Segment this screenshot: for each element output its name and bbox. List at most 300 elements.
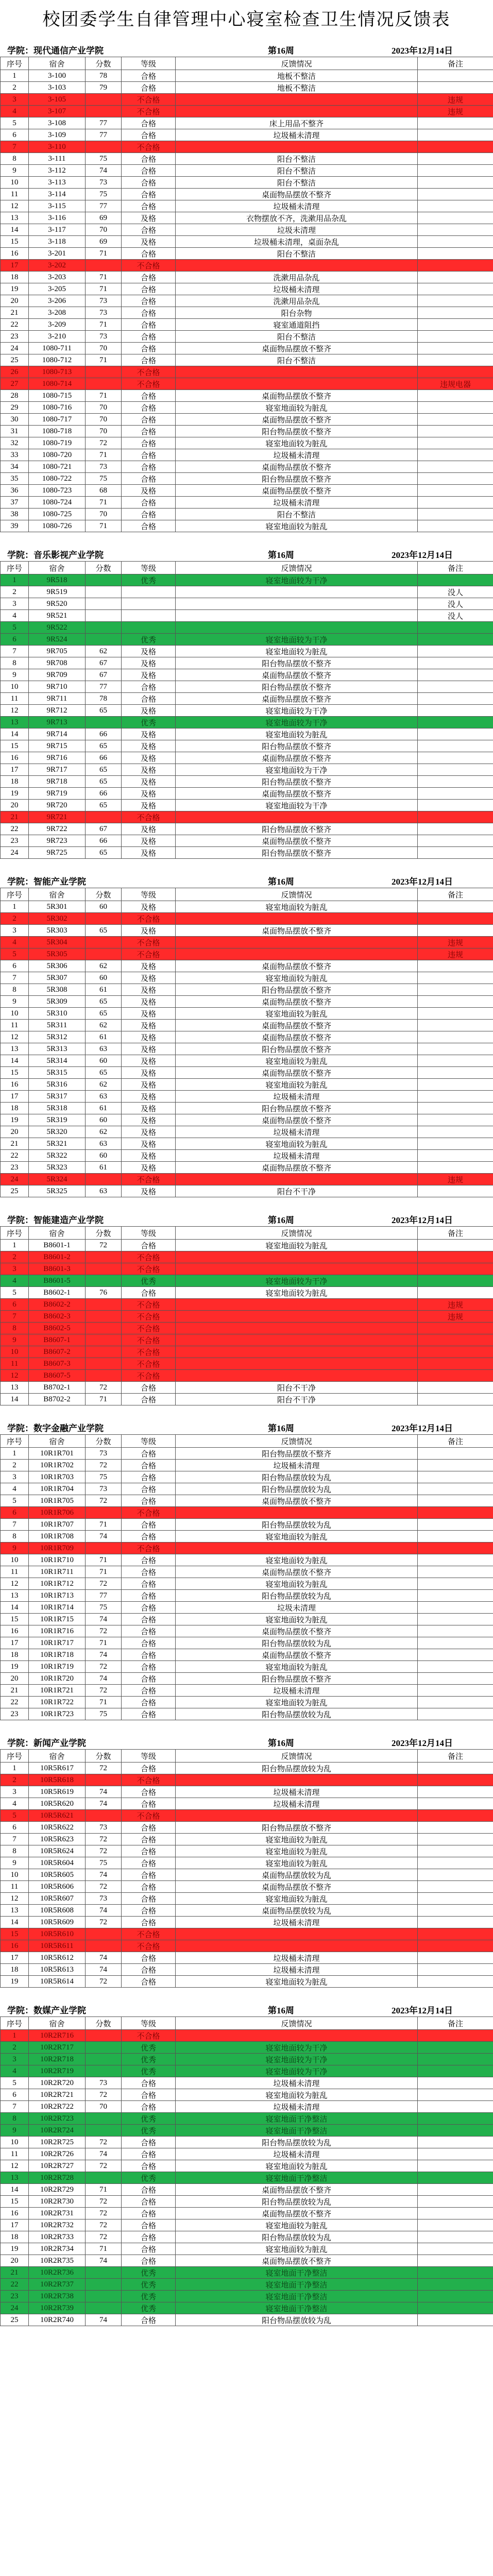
score: 72 [86, 437, 122, 449]
inspection-table [0, 1434, 493, 1720]
column-header: 分数 [86, 57, 122, 70]
remark [418, 1614, 493, 1625]
row-number: 8 [1, 1323, 29, 1334]
table-row [1, 1287, 493, 1299]
row-number: 13 [1, 1590, 29, 1602]
row-number: 25 [1, 1185, 29, 1197]
row-number: 36 [1, 485, 29, 497]
row-number: 12 [1, 1370, 29, 1382]
score: 71 [86, 1697, 122, 1708]
row-number: 23 [1, 835, 29, 847]
grade: 合格 [122, 1673, 176, 1685]
feedback: 寝室地面较为干净 [176, 717, 418, 728]
grade: 不合格 [122, 1174, 176, 1185]
grade: 合格 [122, 1614, 176, 1625]
dorm-number: 1080-716 [29, 402, 86, 414]
table-row [1, 473, 493, 485]
grade: 合格 [122, 2208, 176, 2219]
table-row [1, 1834, 493, 1845]
row-number: 14 [1, 728, 29, 740]
dorm-number: 10R2R723 [29, 2113, 86, 2125]
row-number: 21 [1, 2267, 29, 2279]
score: 70 [86, 426, 122, 437]
feedback: 阳台物品摆放不整齐 [176, 657, 418, 669]
section-spacer [0, 532, 493, 544]
score: 69 [86, 212, 122, 224]
table-row [1, 1323, 493, 1334]
row-number: 9 [1, 2125, 29, 2137]
college-section [0, 39, 493, 544]
dorm-number: 10R1R710 [29, 1554, 86, 1566]
table-row [1, 449, 493, 461]
grade: 合格 [122, 1625, 176, 1637]
table-row [1, 1566, 493, 1578]
grade: 不合格 [122, 2030, 176, 2042]
row-number: 5 [1, 1495, 29, 1507]
grade: 优秀 [122, 2291, 176, 2302]
grade: 合格 [122, 200, 176, 212]
score: 70 [86, 2101, 122, 2113]
grade: 不合格 [122, 1940, 176, 1952]
row-number: 4 [1, 1483, 29, 1495]
table-row [1, 106, 493, 117]
table-row [1, 728, 493, 740]
table-row [1, 1394, 493, 1405]
row-number: 19 [1, 283, 29, 295]
row-number: 10 [1, 681, 29, 693]
feedback: 阳台不整洁 [176, 153, 418, 165]
feedback: 桌面物品摆放不整齐 [176, 996, 418, 1008]
row-number: 6 [1, 1822, 29, 1834]
table-row [1, 129, 493, 141]
grade: 合格 [122, 1471, 176, 1483]
remark [418, 461, 493, 473]
row-number: 26 [1, 366, 29, 378]
table-row [1, 1471, 493, 1483]
score: 72 [86, 2219, 122, 2231]
row-number: 8 [1, 2113, 29, 2125]
table-row [1, 2243, 493, 2255]
remark [418, 1370, 493, 1382]
score [86, 1299, 122, 1311]
remark [418, 1020, 493, 1031]
feedback: 阳台不整洁 [176, 331, 418, 343]
column-header: 宿舍 [29, 1750, 86, 1762]
dorm-number: 10R2R740 [29, 2314, 86, 2326]
feedback: 桌面物品摆放不整齐 [176, 1114, 418, 1126]
row-number: 5 [1, 1810, 29, 1822]
dorm-number: 10R5R611 [29, 1940, 86, 1952]
score [86, 1174, 122, 1185]
table-row [1, 141, 493, 153]
dorm-number: 10R1R705 [29, 1495, 86, 1507]
row-number: 2 [1, 913, 29, 925]
remark [418, 1708, 493, 1720]
table-row [1, 2231, 493, 2243]
grade: 合格 [122, 449, 176, 461]
row-number: 14 [1, 1394, 29, 1405]
row-number: 11 [1, 1358, 29, 1370]
row-number: 31 [1, 426, 29, 437]
remark [418, 2255, 493, 2267]
grade: 合格 [122, 1964, 176, 1976]
grade: 合格 [122, 2089, 176, 2101]
score: 61 [86, 984, 122, 996]
grade: 合格 [122, 2077, 176, 2089]
dorm-number: 3-107 [29, 106, 86, 117]
score [86, 811, 122, 823]
feedback: 阳台物品摆放不整齐 [176, 740, 418, 752]
grade: 合格 [122, 1869, 176, 1881]
dorm-number: 9R705 [29, 646, 86, 657]
score: 70 [86, 343, 122, 354]
table-header-row [1, 2017, 493, 2030]
remark [418, 1649, 493, 1661]
score: 72 [86, 2231, 122, 2243]
column-header: 分数 [86, 562, 122, 574]
dorm-number: 3-117 [29, 224, 86, 236]
table-row [1, 1952, 493, 1964]
college-name: 学院：数媒产业学院 [7, 2006, 86, 2015]
feedback: 寝室地面较为干净 [176, 634, 418, 646]
remark: 违规 [418, 1311, 493, 1323]
remark [418, 331, 493, 343]
row-number: 1 [1, 70, 29, 82]
score: 71 [86, 1519, 122, 1531]
score: 73 [86, 331, 122, 343]
remark [418, 2101, 493, 2113]
grade: 合格 [122, 2148, 176, 2160]
feedback [176, 1299, 418, 1311]
dorm-number: 9R712 [29, 705, 86, 717]
dorm-number: 5R303 [29, 925, 86, 937]
dorm-number: 3-201 [29, 248, 86, 260]
dorm-number: 10R2R720 [29, 2077, 86, 2089]
table-row [1, 200, 493, 212]
score: 62 [86, 1126, 122, 1138]
grade: 合格 [122, 1519, 176, 1531]
grade: 合格 [122, 473, 176, 485]
remark [418, 390, 493, 402]
table-row [1, 2089, 493, 2101]
table-row [1, 1008, 493, 1020]
remark [418, 1358, 493, 1370]
remark [418, 1334, 493, 1346]
remark [418, 2077, 493, 2089]
feedback: 寝室地面较为干净 [176, 1275, 418, 1287]
score: 74 [86, 1673, 122, 1685]
dorm-number: 10R5R609 [29, 1917, 86, 1928]
remark [418, 1448, 493, 1460]
inspection-table [0, 561, 493, 859]
score: 61 [86, 1103, 122, 1114]
row-number: 38 [1, 509, 29, 520]
feedback [176, 1174, 418, 1185]
grade: 合格 [122, 189, 176, 200]
dorm-number: 5R310 [29, 1008, 86, 1020]
remark [418, 2160, 493, 2172]
score [86, 1507, 122, 1519]
remark [418, 1543, 493, 1554]
feedback: 垃圾桶未清理 [176, 449, 418, 461]
score: 66 [86, 728, 122, 740]
row-number: 35 [1, 473, 29, 485]
feedback: 寝室地面较为脏乱 [176, 1008, 418, 1020]
row-number: 17 [1, 260, 29, 272]
score [86, 94, 122, 106]
score: 72 [86, 1240, 122, 1251]
feedback: 桌面物品摆放不整齐 [176, 189, 418, 200]
feedback: 阳台物品摆放较为乱 [176, 1708, 418, 1720]
score [86, 1358, 122, 1370]
feedback: 阳台物品摆放不整齐 [176, 1103, 418, 1114]
table-row [1, 2267, 493, 2279]
dorm-number: 10R2R729 [29, 2184, 86, 2196]
table-row [1, 693, 493, 705]
grade: 合格 [122, 1531, 176, 1543]
remark [418, 1952, 493, 1964]
feedback: 阳台物品摆放较为乱 [176, 1637, 418, 1649]
column-header: 分数 [86, 1435, 122, 1448]
remark [418, 307, 493, 319]
remark [418, 1138, 493, 1150]
score: 71 [86, 354, 122, 366]
grade: 及格 [122, 236, 176, 248]
score: 65 [86, 847, 122, 859]
remark [418, 728, 493, 740]
grade: 合格 [122, 117, 176, 129]
feedback: 寝室地面较为脏乱 [176, 402, 418, 414]
grade: 合格 [122, 1822, 176, 1834]
score: 71 [86, 1566, 122, 1578]
college-section [0, 1999, 493, 2337]
remark [418, 354, 493, 366]
score: 67 [86, 823, 122, 835]
score: 71 [86, 520, 122, 532]
table-row [1, 2054, 493, 2065]
grade: 合格 [122, 1637, 176, 1649]
remark [418, 1661, 493, 1673]
table-row [1, 2042, 493, 2054]
score [86, 106, 122, 117]
grade: 及格 [122, 764, 176, 776]
dorm-number: 10R5R606 [29, 1881, 86, 1893]
grade: 合格 [122, 224, 176, 236]
dorm-number: 10R2R728 [29, 2172, 86, 2184]
score [86, 2030, 122, 2042]
remark [418, 2172, 493, 2184]
row-number: 20 [1, 295, 29, 307]
column-header: 等级 [122, 2017, 176, 2030]
dorm-number: 3-209 [29, 319, 86, 331]
feedback: 阳台物品摆放较为乱 [176, 1590, 418, 1602]
feedback: 寝室地面干净整洁 [176, 2279, 418, 2291]
row-number: 6 [1, 1507, 29, 1519]
remark [418, 2291, 493, 2302]
grade: 合格 [122, 272, 176, 283]
row-number: 4 [1, 937, 29, 948]
table-row [1, 2125, 493, 2137]
score: 63 [86, 1091, 122, 1103]
grade: 合格 [122, 1881, 176, 1893]
row-number: 17 [1, 1637, 29, 1649]
grade: 合格 [122, 1460, 176, 1471]
feedback [176, 913, 418, 925]
score: 66 [86, 835, 122, 847]
remark [418, 1251, 493, 1263]
dorm-number: 10R1R708 [29, 1531, 86, 1543]
remark [418, 1810, 493, 1822]
grade: 及格 [122, 1162, 176, 1174]
dorm-number: 3-203 [29, 272, 86, 283]
row-number: 9 [1, 1543, 29, 1554]
feedback: 桌面物品摆放不整齐 [176, 2208, 418, 2219]
feedback: 桌面物品摆放不整齐 [176, 485, 418, 497]
table-row [1, 461, 493, 473]
feedback: 桌面物品摆放不整齐 [176, 1649, 418, 1661]
row-number: 6 [1, 1299, 29, 1311]
remark [418, 788, 493, 800]
table-row [1, 485, 493, 497]
grade: 合格 [122, 1845, 176, 1857]
row-number: 20 [1, 1673, 29, 1685]
score: 72 [86, 2089, 122, 2101]
grade: 合格 [122, 1952, 176, 1964]
dorm-number: 9R518 [29, 574, 86, 586]
remark [418, 2219, 493, 2231]
row-number: 7 [1, 646, 29, 657]
grade: 合格 [122, 1798, 176, 1810]
table-row [1, 1150, 493, 1162]
table-row [1, 2196, 493, 2208]
column-header: 分数 [86, 2017, 122, 2030]
grade: 不合格 [122, 1323, 176, 1334]
table-row [1, 1928, 493, 1940]
remark: 违规 [418, 1299, 493, 1311]
feedback: 阳台不整洁 [176, 354, 418, 366]
score: 70 [86, 509, 122, 520]
score: 78 [86, 70, 122, 82]
grade: 合格 [122, 520, 176, 532]
feedback: 寝室地面较为脏乱 [176, 2089, 418, 2101]
remark [418, 236, 493, 248]
score [86, 2054, 122, 2065]
grade: 及格 [122, 847, 176, 859]
score [86, 378, 122, 390]
table-row [1, 1055, 493, 1067]
dorm-number: 10R1R714 [29, 1602, 86, 1614]
dorm-number: 9R710 [29, 681, 86, 693]
grade: 及格 [122, 1185, 176, 1197]
grade: 合格 [122, 2184, 176, 2196]
score: 73 [86, 1822, 122, 1834]
dorm-number: 5R312 [29, 1031, 86, 1043]
feedback: 寝室地面较为干净 [176, 800, 418, 811]
dorm-number: B8602-5 [29, 1323, 86, 1334]
column-header: 备注 [418, 1750, 493, 1762]
score: 73 [86, 307, 122, 319]
grade: 合格 [122, 319, 176, 331]
score: 65 [86, 764, 122, 776]
feedback [176, 1334, 418, 1346]
feedback: 垃圾桶未清理 [176, 2077, 418, 2089]
feedback: 寝室地面较为脏乱 [176, 2160, 418, 2172]
dorm-number: 3-114 [29, 189, 86, 200]
table-row [1, 390, 493, 402]
table-header-row [1, 1435, 493, 1448]
remark [418, 1471, 493, 1483]
grade: 合格 [122, 2137, 176, 2148]
row-number: 3 [1, 925, 29, 937]
grade: 及格 [122, 776, 176, 788]
feedback: 桌面物品摆放不整齐 [176, 343, 418, 354]
feedback: 桌面物品摆放较为乱 [176, 1905, 418, 1917]
remark [418, 70, 493, 82]
dorm-number: 10R2R737 [29, 2279, 86, 2291]
row-number: 11 [1, 189, 29, 200]
row-number: 13 [1, 1382, 29, 1394]
table-row [1, 1625, 493, 1637]
table-row [1, 2113, 493, 2125]
dorm-number: 10R2R735 [29, 2255, 86, 2267]
remark [418, 1240, 493, 1251]
score: 71 [86, 1554, 122, 1566]
section-header [0, 1209, 493, 1226]
feedback: 阳台杂物 [176, 307, 418, 319]
remark [418, 1976, 493, 1988]
row-number: 1 [1, 901, 29, 913]
dorm-number: 5R321 [29, 1138, 86, 1150]
row-number: 13 [1, 212, 29, 224]
remark [418, 1940, 493, 1952]
feedback: 阳台物品摆放不整齐 [176, 1448, 418, 1460]
remark [418, 212, 493, 224]
dorm-number: 10R5R604 [29, 1857, 86, 1869]
remark [418, 1822, 493, 1834]
score [86, 586, 122, 598]
grade: 合格 [122, 1382, 176, 1394]
dorm-number: 5R308 [29, 984, 86, 996]
score: 74 [86, 1964, 122, 1976]
table-row [1, 740, 493, 752]
remark [418, 1554, 493, 1566]
remark [418, 752, 493, 764]
feedback: 床上用品不整齐 [176, 117, 418, 129]
section-spacer [0, 1988, 493, 1999]
table-row [1, 1020, 493, 1031]
remark [418, 2231, 493, 2243]
feedback: 垃圾桶未清理 [176, 2148, 418, 2160]
score [86, 1251, 122, 1263]
score: 66 [86, 752, 122, 764]
grade: 及格 [122, 1031, 176, 1043]
row-number: 39 [1, 520, 29, 532]
score: 62 [86, 1020, 122, 1031]
table-row [1, 1543, 493, 1554]
row-number: 6 [1, 129, 29, 141]
column-header: 序号 [1, 2017, 29, 2030]
table-row [1, 177, 493, 189]
dorm-number: 10R2R725 [29, 2137, 86, 2148]
grade [122, 622, 176, 634]
row-number: 19 [1, 1661, 29, 1673]
score: 69 [86, 236, 122, 248]
table-row [1, 610, 493, 622]
dorm-number: 9R722 [29, 823, 86, 835]
column-header: 分数 [86, 888, 122, 901]
row-number: 22 [1, 2279, 29, 2291]
table-row [1, 1762, 493, 1774]
